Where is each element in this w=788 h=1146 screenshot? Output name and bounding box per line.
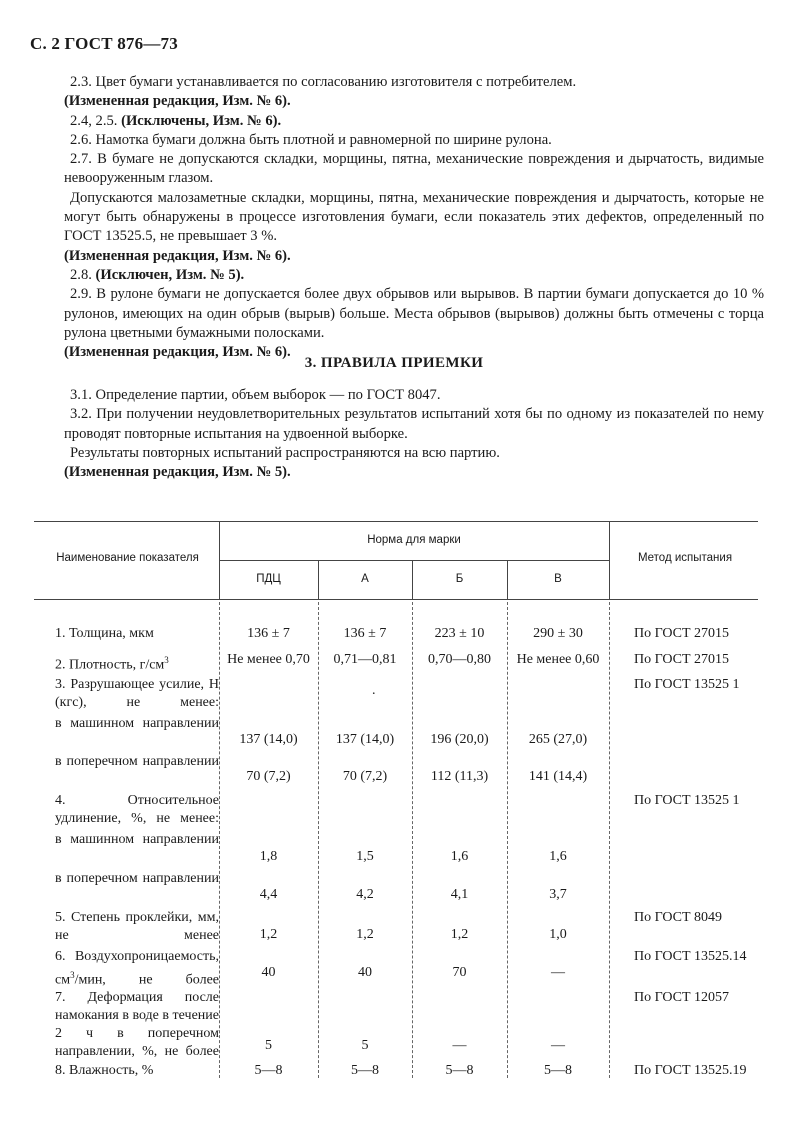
- header-grade-pdc: ПДЦ: [256, 573, 281, 585]
- header-method: Метод испытания: [637, 552, 733, 564]
- paragraph-3-1: 3.1. Определение партии, объем выборок — по ГОСТ 8047.: [70, 387, 441, 403]
- header-norm: Норма для марки: [367, 534, 461, 546]
- value-a: 137 (14,0): [335, 732, 395, 747]
- value-pdc: 137 (14,0): [239, 732, 298, 747]
- row-name: в поперечном направлении: [55, 754, 219, 769]
- row-name-tail: /мин, не более: [74, 972, 219, 988]
- row-name: 8. Влажность, %: [55, 1063, 154, 1078]
- value-pdc: 70 (7,2): [246, 769, 291, 784]
- paragraph-2-8: [64, 266, 764, 285]
- paragraph-2-3: 2.3. Цвет бумаги устанавливается по согласованию изготовителя с потребителем.: [70, 74, 577, 90]
- test-method: По ГОСТ 13525 1: [634, 793, 740, 808]
- header-grade-a: А: [361, 573, 369, 585]
- value-b: 196 (20,0): [430, 732, 489, 747]
- value-b: —: [452, 1038, 467, 1053]
- value-a: 1,2: [356, 927, 374, 942]
- value-a: 70 (7,2): [342, 769, 388, 784]
- value-pdc: 1,2: [259, 927, 278, 942]
- paragraph-2-6: 2.6. Намотка бумаги должна быть плотной и равномерной по ширине рулона.: [70, 131, 552, 148]
- row-name: 3. Разрушающее усилие, Н (кгс), не менее:: [55, 677, 219, 710]
- value-b: 1,6: [450, 849, 469, 864]
- value-a: 5: [361, 1038, 369, 1053]
- row-name: в поперечном направлении: [55, 871, 219, 886]
- superscript: 3: [70, 970, 75, 980]
- amendment-note: (Измененная редакция, Изм. № 6).: [64, 93, 291, 110]
- value-pdc: 4,4: [259, 887, 278, 902]
- clause-number: 2.4, 2.5.: [70, 112, 122, 129]
- paragraph-3-2-result: Результаты повторных испытаний распространяются на всю партию.: [70, 444, 500, 461]
- header-grade-b: Б: [455, 573, 464, 585]
- test-method: По ГОСТ 13525.19: [634, 1063, 747, 1078]
- column-divider: [609, 521, 610, 599]
- value-b: 223 ± 10: [434, 626, 485, 641]
- amendment-note: (Исключены, Изм. № 6).: [121, 112, 282, 129]
- table-top-border: [34, 521, 758, 522]
- page-header: С. 2 ГОСТ 876—73: [30, 34, 178, 53]
- paragraph-3-2: 3.2. При получении неудовлетворительных результатов испытаний хотя бы по одному из показателей по нему проводят повторные испытания на удвоенной выборке.: [64, 406, 764, 442]
- header-bottom-border: [34, 599, 758, 600]
- column-divider: [318, 602, 319, 1078]
- row-name: 5. Степень проклейки, мм, не менее: [55, 910, 219, 943]
- stray-dot: .: [372, 683, 376, 698]
- test-method: По ГОСТ 27015: [634, 652, 730, 667]
- row-name: в машинном направлении: [55, 832, 219, 847]
- value-a: 4,2: [356, 887, 374, 902]
- value-a: 5—8: [351, 1063, 379, 1078]
- column-divider: [412, 602, 413, 1078]
- paragraph-2-9: 2.9. В рулоне бумаги не допускается более двух обрывов или вырывов. В партии бумаги допускается до 10 % рулонов, имеющих на один обрыв (вырыв) больше. Места обрывов (вырывов) должны быть отмечены с торца рулона цветными бумажными полосками.: [64, 286, 764, 341]
- test-method: По ГОСТ 8049: [634, 910, 723, 925]
- header-indicator-name: Наименование показателя: [56, 552, 199, 564]
- amendment-note: (Измененная редакция, Изм. № 6).: [64, 247, 291, 264]
- value-v: —: [551, 1038, 565, 1053]
- paragraph-2-7: 2.7. В бумаге не допускаются складки, морщины, пятна, механические повреждения и дырчатость, видимые невооруженным глазом.: [64, 151, 764, 187]
- section-2-text: [64, 73, 764, 362]
- value-b: 5—8: [445, 1063, 474, 1078]
- header-grade-v: В: [554, 573, 562, 585]
- header-subline: [219, 560, 609, 561]
- section-3-text: [64, 386, 764, 482]
- value-pdc: 5: [265, 1038, 272, 1053]
- value-v: 1,0: [549, 927, 567, 942]
- value-pdc: 1,8: [259, 849, 278, 864]
- value-a: 0,71—0,81: [333, 652, 397, 667]
- paragraph-2-4-2-5: [64, 112, 764, 131]
- row-name-text: 6. Воздухопроницаемость, см: [55, 949, 219, 988]
- test-method: По ГОСТ 27015: [634, 626, 730, 641]
- value-v: 5—8: [544, 1063, 572, 1078]
- value-v: 141 (14,4): [528, 769, 588, 784]
- row-name: 7. Деформация после намокания в воде в течение 2 ч в поперечном направлении, %, не более: [55, 990, 219, 1059]
- value-b: 4,1: [450, 887, 469, 902]
- section-3-title: 3. ПРАВИЛА ПРИЕМКИ: [304, 355, 484, 371]
- value-pdc: 40: [261, 965, 276, 980]
- row-name: в машинном направлении: [55, 716, 219, 731]
- row-name: 4. Относительное удлинение, %, не менее:: [55, 793, 219, 826]
- value-b: 70: [452, 965, 467, 980]
- value-v: 265 (27,0): [528, 732, 588, 747]
- superscript: 3: [164, 655, 169, 665]
- value-pdc: 136 ± 7: [247, 626, 290, 641]
- value-pdc: Не менее 0,70: [227, 652, 310, 667]
- value-v: —: [551, 965, 565, 980]
- value-v: 3,7: [549, 887, 567, 902]
- row-name: [55, 948, 219, 990]
- value-a: 1,5: [356, 849, 374, 864]
- column-divider: [609, 602, 610, 1078]
- value-a: 136 ± 7: [343, 626, 387, 641]
- test-method: По ГОСТ 13525.14: [634, 949, 747, 964]
- value-pdc: 5—8: [254, 1063, 283, 1078]
- column-divider: [219, 602, 220, 1078]
- value-v: 290 ± 30: [533, 626, 583, 641]
- amendment-note: (Измененная редакция, Изм. № 6).: [64, 344, 291, 361]
- value-v: 1,6: [549, 849, 567, 864]
- clause-number: 2.8.: [70, 266, 96, 283]
- row-name: [55, 651, 169, 675]
- column-divider: [507, 602, 508, 1078]
- row-name: 1. Толщина, мкм: [55, 626, 154, 641]
- row-name-text: 2. Плотность, г/см: [55, 657, 165, 673]
- value-b: 112 (11,3): [430, 769, 489, 784]
- test-method: По ГОСТ 13525 1: [634, 677, 740, 692]
- amendment-note: (Измененная редакция, Изм. № 5).: [64, 464, 291, 481]
- test-method: По ГОСТ 12057: [634, 990, 730, 1005]
- column-divider: [219, 521, 220, 599]
- value-b: 1,2: [450, 927, 469, 942]
- paragraph-2-7-allowance: Допускаются малозаметные складки, морщины, пятна, механические повреждения и дырчатость, которые не могут быть обнаружены в процессе изготовления бумаги, если показатель этих дефектов, определенный по ГОСТ 13525.5, не превышает 3 %.: [64, 189, 764, 245]
- value-v: Не менее 0,60: [516, 652, 600, 667]
- amendment-note: (Исключен, Изм. № 5).: [95, 266, 245, 283]
- value-a: 40: [358, 965, 372, 980]
- value-b: 0,70—0,80: [428, 652, 491, 667]
